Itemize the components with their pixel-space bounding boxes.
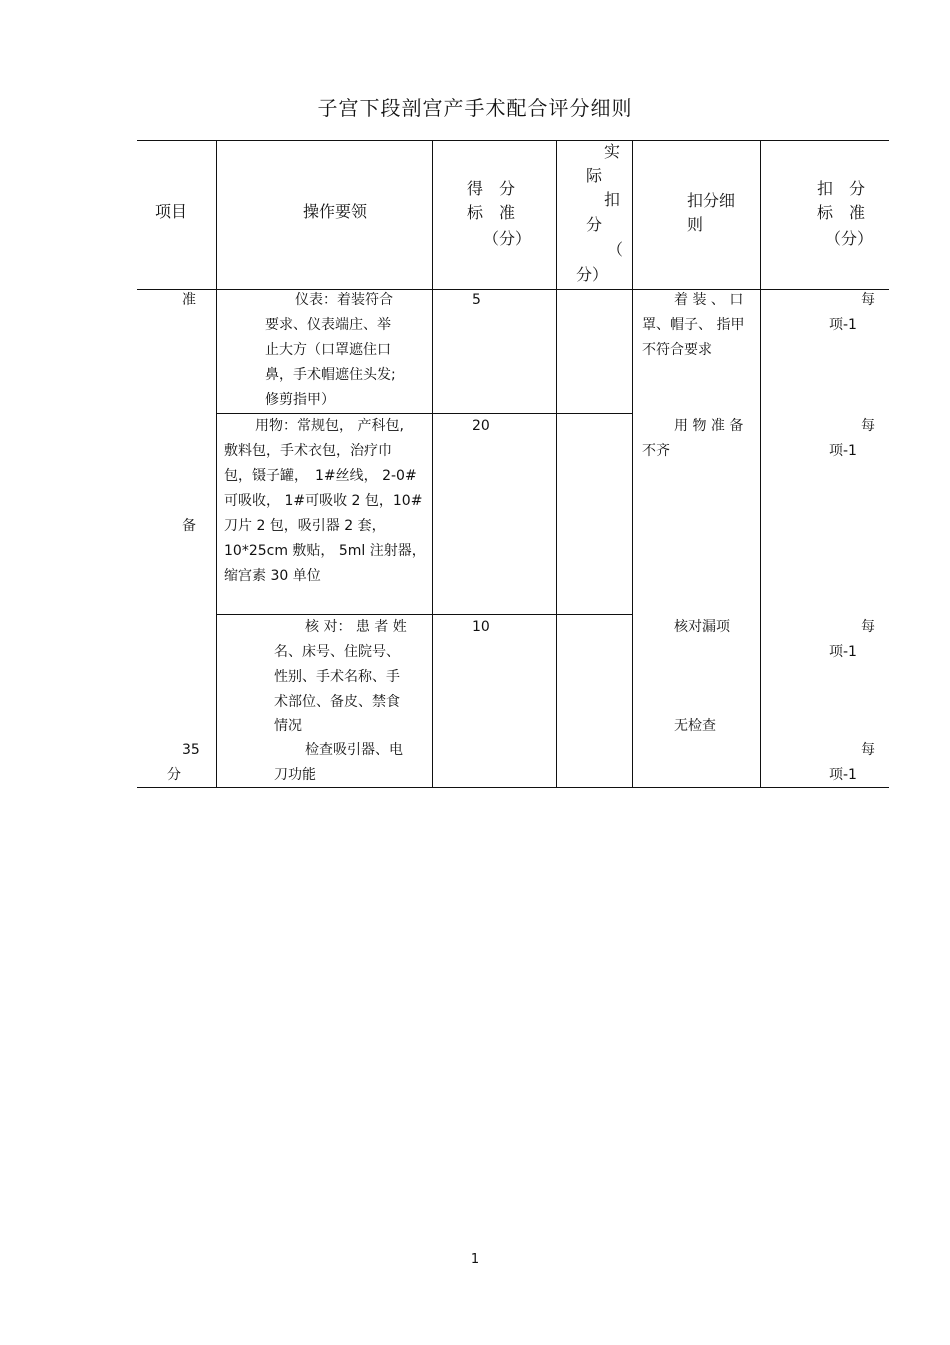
header-score-standard-line2: 标 准 [467,203,516,222]
header-item: 项目 [155,202,188,221]
row3-steps-line1: 核 对： 患 者 姓 [305,619,407,635]
row2-detail-line1: 用 物 准 备 [674,418,744,434]
item-label-char2: 备 [182,518,196,534]
header-deduct-detail-line1: 扣分细 [687,191,736,210]
item-label-unit: 分 [167,767,181,783]
header-bottom-border [137,289,889,290]
row1-steps-line5: 修剪指甲） [265,392,335,408]
header-deduct-standard-line1: 扣 分 [817,179,866,198]
header-actual-line5: （ [607,240,624,259]
row3-steps-line7: 刀功能 [274,767,316,783]
header-steps: 操作要领 [303,202,368,221]
row3-standard-line3: 每 [861,742,875,758]
page-number: 1 [470,1252,480,1267]
col-divider-3 [556,140,557,788]
header-score-standard-line1: 得 分 [467,179,516,198]
row1-score: 5 [472,292,481,308]
row3-score: 10 [472,619,490,635]
header-actual-line2: 际 [586,166,603,185]
header-actual-line6: 分） [576,265,609,284]
row2-steps-line5: 刀片 2 包，吸引器 2 套， [224,518,386,534]
col-divider-5 [760,140,761,788]
row2-steps-line4: 可吸收， 1#可吸收 2 包，10# [224,493,423,509]
row3-standard-line1: 每 [861,619,875,635]
row2-detail-line2: 不齐 [642,443,670,459]
row1-detail-line2: 罩、帽子、 指甲 [642,317,745,333]
row2-steps-line7: 缩宫素 30 单位 [224,568,321,584]
row2-steps-line1: 用物：常规包， 产科包, [255,418,404,434]
row2-bottom-border [216,614,632,615]
row2-score: 20 [472,418,490,434]
header-deduct-standard-line2: 标 准 [817,203,866,222]
row1-detail-line3: 不符合要求 [642,342,712,358]
col-divider-1 [216,140,217,788]
row1-standard-line2: 项-1 [829,317,857,333]
row1-steps-line4: 鼻，手术帽遮住头发; [265,367,396,383]
row1-steps-line3: 止大方（口罩遮住口 [265,342,391,358]
row2-standard-line2: 项-1 [829,443,857,459]
row3-steps-line2: 名、床号、住院号、 [274,644,400,660]
row3-steps-line5: 情况 [274,718,302,734]
row1-detail-line1: 着 装 、 口 [674,292,744,308]
header-deduct-detail-line2: 则 [687,215,704,234]
header-deduct-standard-line3: （分） [825,229,874,248]
page-title: 子宫下段剖宫产手术配合评分细则 [317,96,633,120]
row3-detail-line2: 无检查 [674,718,716,734]
item-label-char1: 准 [182,292,196,308]
row2-steps-line2: 敷料包，手术衣包，治疗巾 [224,443,392,459]
row1-standard-line1: 每 [861,292,875,308]
table-bottom-border [137,787,889,788]
row3-steps-line4: 术部位、备皮、禁食 [274,694,400,710]
header-actual-line3: 扣 [604,190,621,209]
row3-standard-line4: 项-1 [829,767,857,783]
row3-steps-line6: 检查吸引器、电 [305,742,403,758]
row1-steps-line1: 仪表：着装符合 [295,292,393,308]
scoring-table [137,140,889,788]
table-top-border [137,140,889,141]
row2-steps-line3: 包，镊子罐， 1#丝线， 2-0# [224,468,417,484]
row2-steps-line6: 10*25cm 敷贴， 5ml 注射器， [224,543,426,559]
row1-steps-line2: 要求、仪表端庄、举 [265,317,391,333]
row3-detail-line1: 核对漏项 [674,619,730,635]
header-score-standard-line3: （分） [483,229,532,248]
item-label-score: 35 [182,742,200,758]
row2-standard-line1: 每 [861,418,875,434]
header-actual-line4: 分 [586,215,603,234]
col-divider-2 [432,140,433,788]
col-divider-4 [632,140,633,788]
header-actual-line1: 实 [604,142,621,161]
row3-standard-line2: 项-1 [829,644,857,660]
row3-steps-line3: 性别、手术名称、手 [274,669,400,685]
